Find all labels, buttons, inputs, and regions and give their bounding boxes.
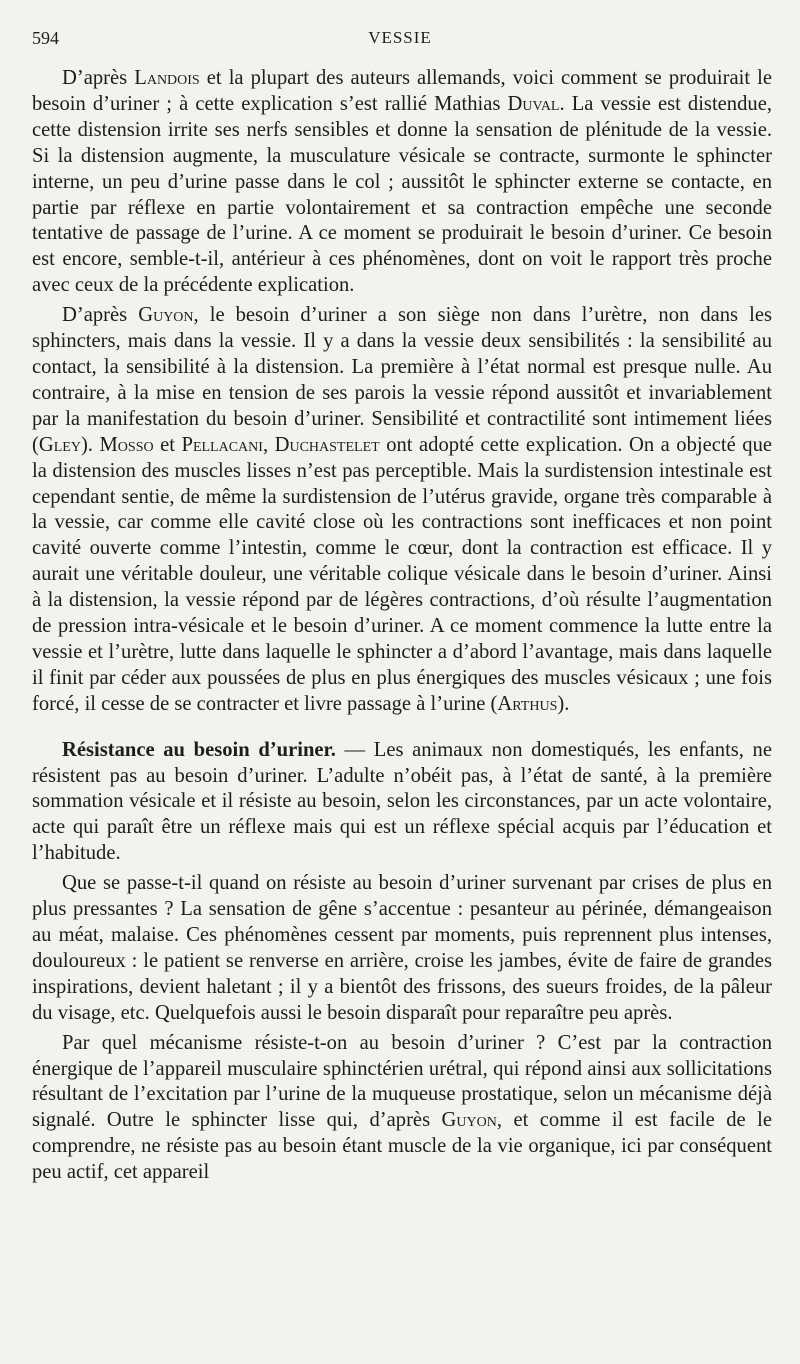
text-run: et la plupart des auteurs allemands, voici comment se produirait le besoin d’uriner ; à cette explication s’est rallié Mathias <box>32 67 772 115</box>
text-run: ). <box>557 692 570 715</box>
author-name: Gley <box>38 433 81 456</box>
paragraph-resistance <box>32 738 772 868</box>
page-number: 594 <box>32 28 59 48</box>
author-name: Guyon <box>441 1109 497 1132</box>
author-name: Duval <box>507 92 560 115</box>
text-run: D’après <box>62 67 135 89</box>
text-run: . La vessie est distendue, cette distension irrite ses nerfs sensibles et donne la sensation de plénitude de la vessie. Si la distension augmente, la musculature vésicale se contracte, surmonte le sphincter interne, un peu d’urine passe dans le col ; aussitôt le sphincter externe se contacte, en partie par réflexe en partie volontairement et sa contraction empêche une seconde tentative de passage de l’urine. A ce moment se produirait le besoin d’uriner. Ce besoin est encore, semble-t-il, antérieur à ces phénomènes, dont on voit le rapport très proche avec ceux de la précédente explication. <box>32 92 772 297</box>
author-name: Arthus <box>497 692 558 715</box>
author-name: Duchastelet <box>274 433 380 456</box>
section-heading: Résistance au besoin d’uriner. <box>62 738 336 761</box>
author-name: Guyon <box>138 304 194 327</box>
text-run: Que se passe-t-il quand on résiste au besoin d’uriner survenant par crises de plus en plus pressantes ? La sensation de gêne s’accentue : pesanteur au périnée, démangeaison au méat, malaise. Ces phénomènes cessent par moments, puis reprennent plus intenses, douloureux : le patient se renverse en arrière, croise les jambes, évite de faire de grandes inspirations, devient haletant ; il y a bientôt des frissons, des sueurs froides, de la pâleur du visage, etc. Quelquefois aussi le besoin disparaît pour reparaître peu après. <box>32 872 772 1024</box>
text-run: , <box>262 433 275 456</box>
text-run: et <box>153 433 182 456</box>
running-head: VESSIE <box>368 28 432 47</box>
text-run: ). <box>80 433 100 456</box>
author-name: Mosso <box>99 433 154 456</box>
text-run: D’après <box>62 304 139 327</box>
text-run: , le besoin d’uriner a son siège non dans l’urètre, non dans les sphincters, mais dans la vessie. Il y a dans la vessie deux sensibilités : la sensibilité au contact, la sensibilité à la distension. La première à l’état normal est presque nulle. Au contraire, à la mise en tension de ses parois la vessie répond aussitôt et invariablement par la manifestation du besoin d’uriner. Sensibilité et contractilité sont intimement liées ( <box>32 304 772 456</box>
author-name: Pellacani <box>181 433 263 456</box>
text-run: , et comme il est facile de le comprendre, ne résiste pas au besoin étant muscle de la vie organique, ici par conséquent peu actif, cet appareil <box>32 1109 772 1184</box>
paragraph-crises <box>32 871 772 1026</box>
page-body <box>32 66 772 1190</box>
paragraph-landois <box>32 66 772 299</box>
author-name: Landois <box>134 67 200 89</box>
paragraph-mecanisme <box>32 1031 772 1186</box>
text-run: — Les animaux non domestiqués, les enfants, ne résistent pas au besoin d’uriner. L’adulte n’obéit pas, à l’état de santé, à la première sommation vésicale et il résiste au besoin, selon les circonstances, par un acte volontaire, acte qui paraît être un réflexe mais qui est un réflexe spécial acquis par l’éducation et l’habitude. <box>32 738 772 865</box>
text-run: Par quel mécanisme résiste-t-on au besoin d’uriner ? C’est par la contraction énergique de l’appareil musculaire sphinctérien urétral, qui répond ainsi aux sollicitations résultant de l’excitation par l’urine de la muqueuse prostatique, selon un mécanisme déjà signalé. Outre le sphincter lisse qui, d’après <box>32 1031 772 1132</box>
page-header <box>32 28 768 54</box>
paragraph-guyon <box>32 303 772 718</box>
text-run: ont adopté cette explication. On a objecté que la distension des muscles lisses n’est pas perceptible. Mais la surdistension intestinale est cependant sentie, de même la surdistension de l’utérus gravide, organe très comparable à la vessie, car comme elle cavité close où les contractions sont inefficaces et non point cavité ouverte comme l’intestin, comme le cœur, dont la contraction est efficace. Il y aurait une véritable douleur, une véritable colique vésicale dans le besoin d’uriner. Ainsi à la distension, la vessie répond par de légères contractions, d’où résulte l’augmentation de pression intra-vésicale et le besoin d’uriner. A ce moment commence la lutte entre la vessie et l’urètre, lutte dans laquelle le sphincter a d’abord l’avantage, mais dans laquelle il finit par céder aux poussées de plus en plus énergiques des muscles vésicaux ; une fois forcé, il cesse de se contracter et livre passage à l’urine ( <box>32 433 773 715</box>
section-gap <box>32 722 772 738</box>
